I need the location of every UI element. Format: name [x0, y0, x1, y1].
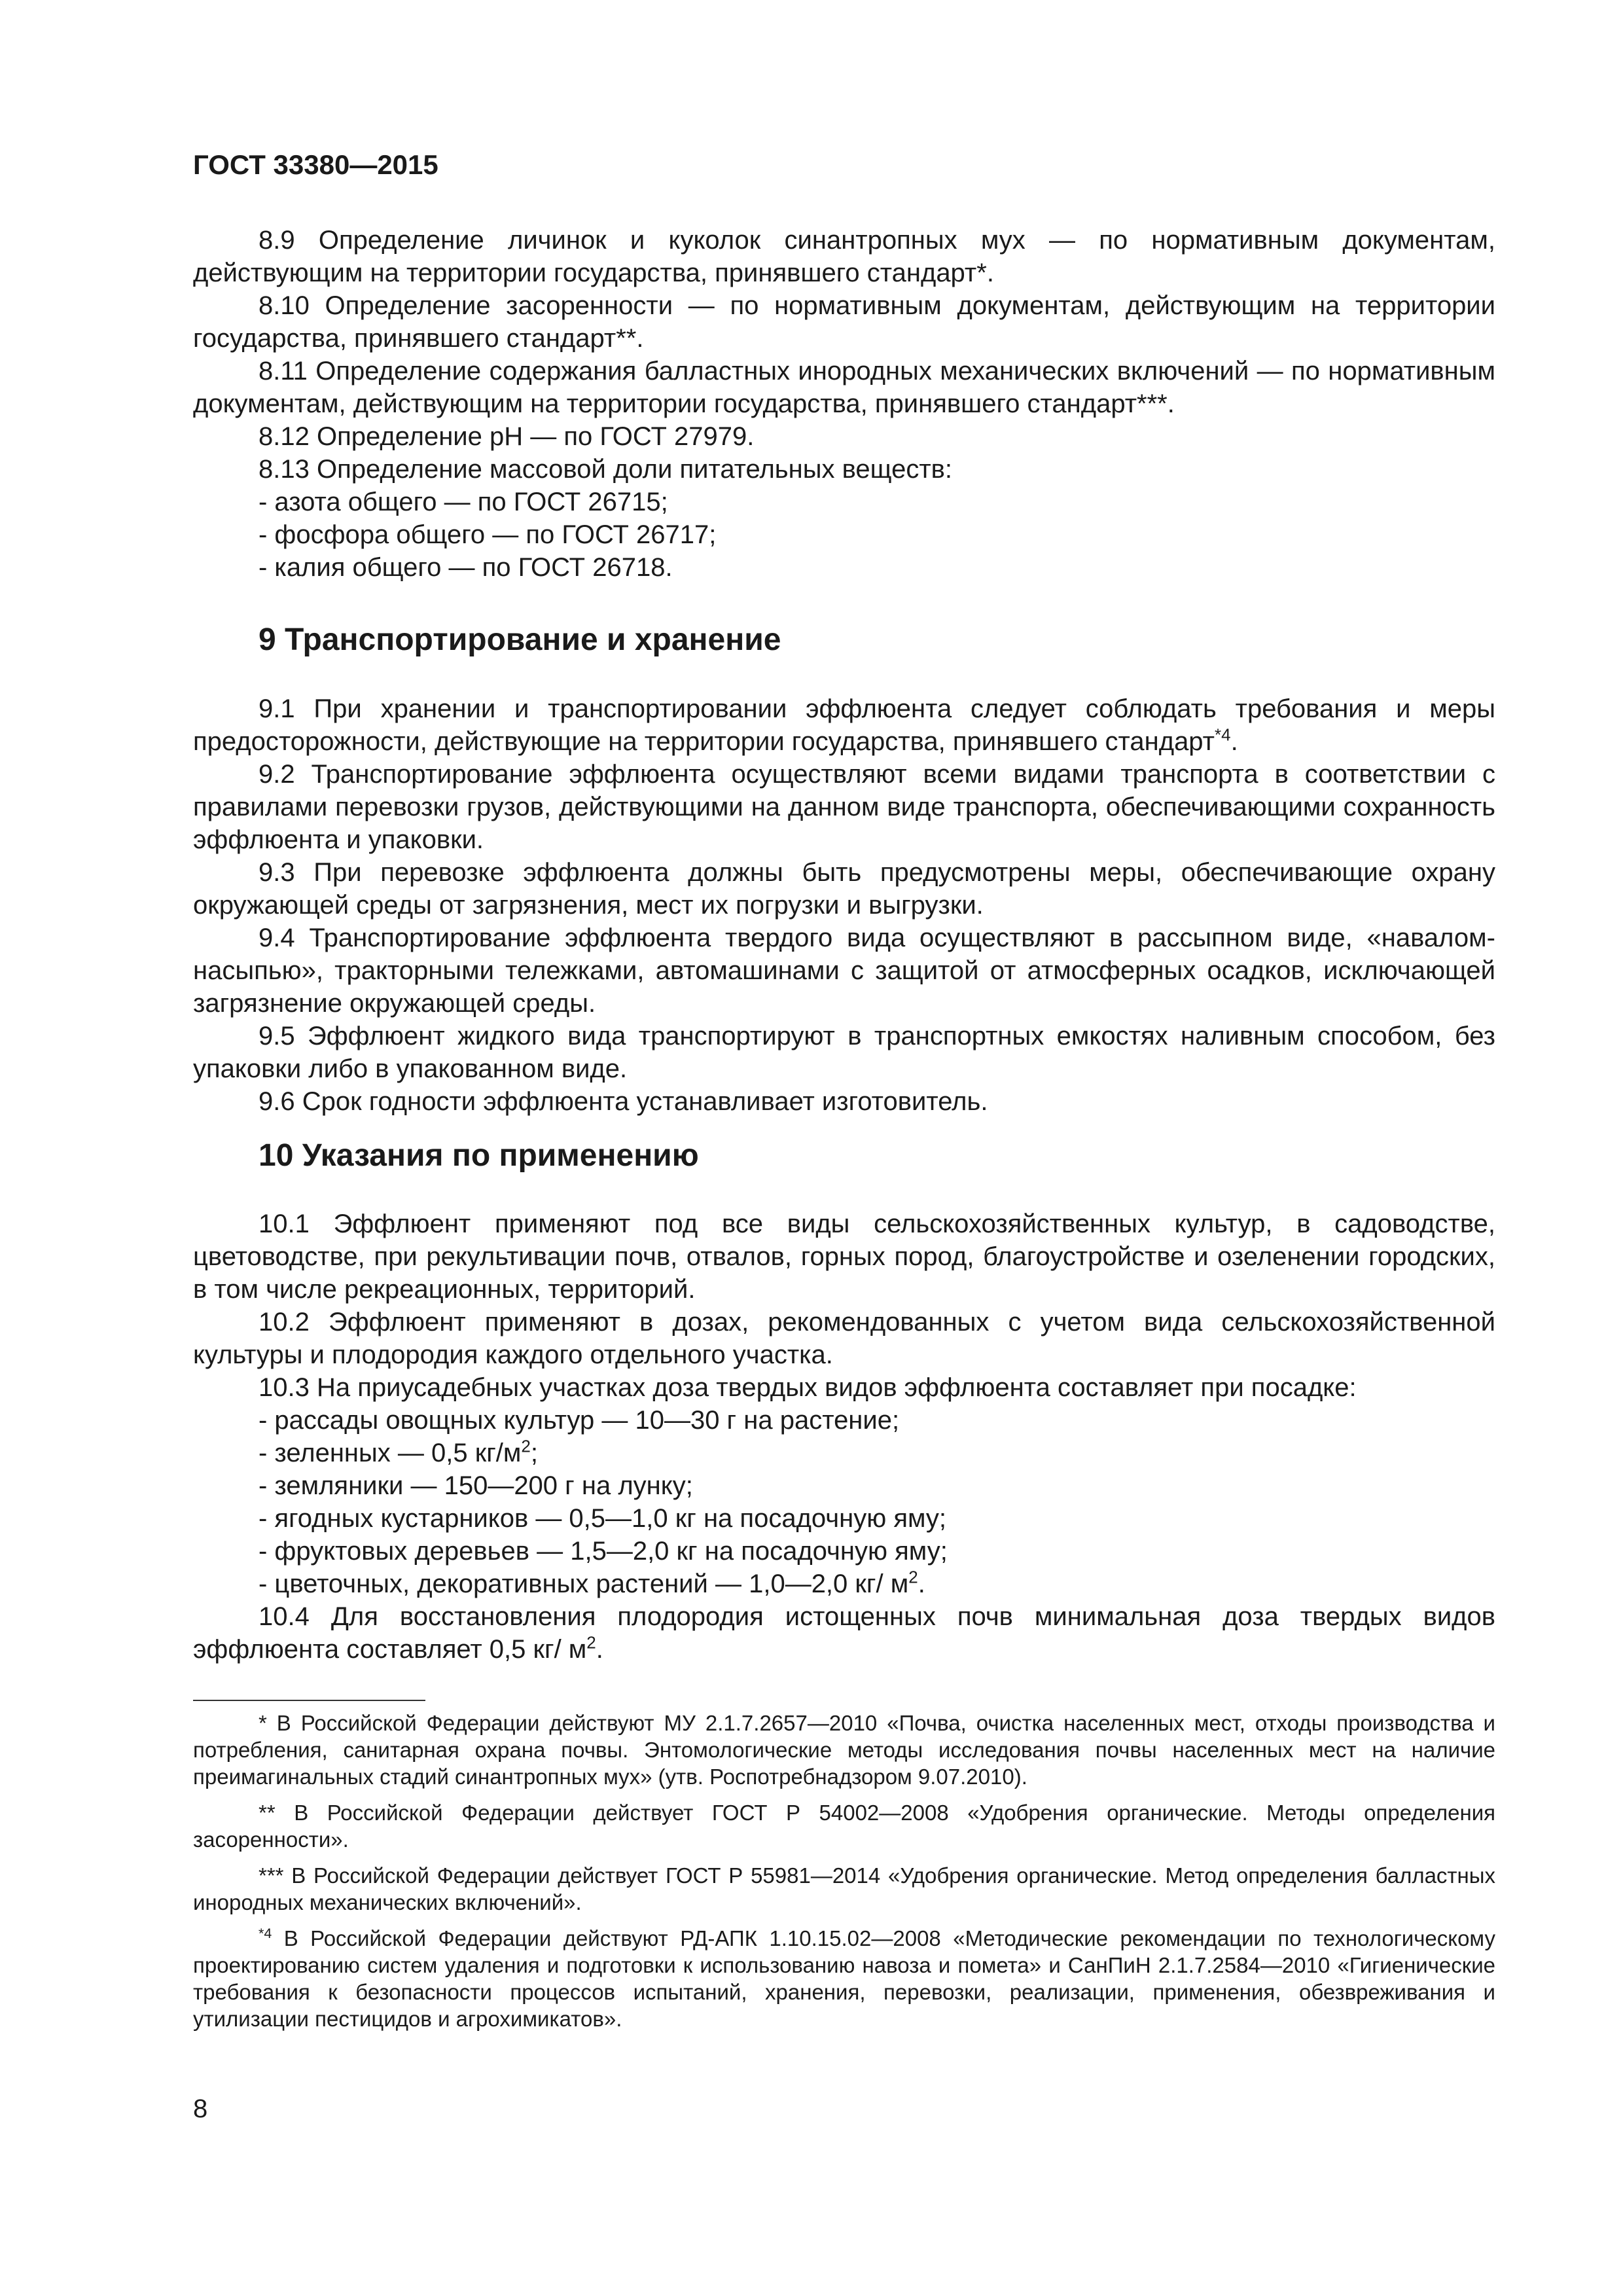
list-item-berry-shrubs: - ягодных кустарников — 0,5—1,0 кг на посадочную яму; — [259, 1504, 947, 1533]
document-header: ГОСТ 33380—2015 — [193, 149, 438, 180]
paragraph-9-4: 9.4 Транспортирование эффлюента твердого вида осуществляют в рассыпном виде, «навалом-насыпью», тракторными тележками, автомашинами с защитой от атмосферных осадков, исключающей загрязнение окружающей среды. — [193, 924, 1495, 1018]
list-item-greens: - зеленных — 0,5 $кг/м^2$; — [259, 1436, 538, 1467]
list-item-nitrogen: - азота общего — по ГОСТ 26715; — [259, 488, 668, 516]
paragraph-8-11: 8.11 Определение содержания балластных инородных механических включений — по нормативным документам, действующим на территории государства, принявшего стандарт***. — [193, 357, 1495, 418]
paragraph-9-3: 9.3 При перевозке эффлюента должны быть предусмотрены меры, обеспечивающие охрану окружающей среды от загрязнения, мест их погрузки и выгрузки. — [193, 858, 1495, 920]
paragraph-8-10: 8.10 Определение засоренности — по нормативным документам, действующим на территории государства, принявшего стандарт**. — [193, 291, 1495, 353]
list-item-seedlings: - рассады овощных культур — 10—30 г на растение; — [259, 1406, 900, 1435]
list-item-potassium: - калия общего — по ГОСТ 26718. — [259, 553, 673, 582]
section-8-continued — [193, 224, 1495, 584]
paragraph-9-2: 9.2 Транспортирование эффлюента осуществляют всеми видами транспорта в соответствии с правилами перевозки грузов, действующими на данном виде транспорта, обеспечивающими сохранность эффлюента и упаковки. — [193, 760, 1495, 854]
list-item-phosphorus: - фосфора общего — по ГОСТ 26717; — [259, 520, 717, 549]
footnote-separator — [193, 1700, 425, 1701]
section-9-heading: 9 Транспортирование и хранение — [259, 622, 781, 657]
footnote-1: * В Российской Федерации действуют МУ 2.1.7.2657—2010 «Почва, очистка населенных мест, отходы производства и потребления, санитарная охрана почвы. Энтомологические методы исследования почвы населенных мест на наличие преимагинальных стадий синантропных мух» (утв. Роспотребнадзором 9.07.2010). — [193, 1711, 1495, 1789]
footnote-3: *** В Российской Федерации действует ГОСТ Р 55981—2014 «Удобрения органические. Метод определения балластных инородных механических включений». — [193, 1863, 1495, 1914]
paragraph-9-5: 9.5 Эффлюент жидкого вида транспортируют в транспортных емкостях наливным способом, без упаковки либо в упакованном виде. — [193, 1022, 1495, 1083]
paragraph-10-2: 10.2 Эффлюент применяют в дозах, рекомендованных с учетом вида сельскохозяйственной культуры и плодородия каждого отдельного участка. — [193, 1308, 1495, 1369]
footnote-ref-4: *4 — [1215, 725, 1231, 745]
paragraph-8-13: 8.13 Определение массовой доли питательных веществ: — [259, 455, 953, 484]
section-10-body — [193, 1208, 1495, 1666]
footnotes — [193, 1710, 1495, 2041]
paragraph-10-1: 10.1 Эффлюент применяют под все виды сельскохозяйственных культур, в садоводстве, цветоводстве, при рекультивации почв, отвалов, горных пород, благоустройстве и озеленении городских, в том числе рекреационных, территорий. — [193, 1210, 1495, 1304]
paragraph-10-4: 10.4 Для восстановления плодородия истощенных почв минимальная доза твердых видов эффлюента составляет 0,5 кг/ $м^2$. — [193, 1602, 1495, 1664]
paragraph-8-12: 8.12 Определение pH — по ГОСТ 27979. — [259, 422, 755, 451]
footnote-4: $^{*4}$ В Российской Федерации действуют РД-АПК 1.10.15.02—2008 «Методические рекомендации по технологическому проектированию систем удаления и подготовки к использованию навоза и помета» и СанПиН 2.1.7.2584—2010 «Гигиенические требования к безопасности процессов испытаний, хранения, перевозки, реализации, применения, обезвреживания и утилизации пестицидов и агрохимикатов». — [193, 1926, 1495, 2031]
list-item-strawberries: - земляники — 150—200 г на лунку; — [259, 1471, 693, 1500]
list-item-fruit-trees: - фруктовых деревьев — 1,5—2,0 кг на посадочную яму; — [259, 1537, 948, 1566]
paragraph-9-6: 9.6 Срок годности эффлюента устанавливает изготовитель. — [259, 1087, 988, 1116]
footnote-2: ** В Российской Федерации действует ГОСТ Р 54002—2008 «Удобрения органические. Методы определения засоренности». — [193, 1801, 1495, 1852]
paragraph-9-1: 9.1 При хранении и транспортировании эффлюента следует соблюдать требования и меры предосторожности, действующие на территории государства, принявшего стандарт$^{*4}$. — [193, 694, 1495, 756]
list-item-flowers: - цветочных, декоративных растений — 1,0—2,0 кг/ $м^2$. — [259, 1567, 925, 1598]
page-number: 8 — [193, 2094, 208, 2123]
section-9-body — [193, 692, 1495, 1118]
paragraph-8-9: 8.9 Определение личинок и куколок синантропных мух — по нормативным документам, действующим на территории государства, принявшего стандарт*. — [193, 226, 1495, 287]
section-10-heading: 10 Указания по применению — [259, 1138, 699, 1173]
paragraph-10-3: 10.3 На приусадебных участках доза твердых видов эффлюента составляет при посадке: — [259, 1373, 1357, 1402]
